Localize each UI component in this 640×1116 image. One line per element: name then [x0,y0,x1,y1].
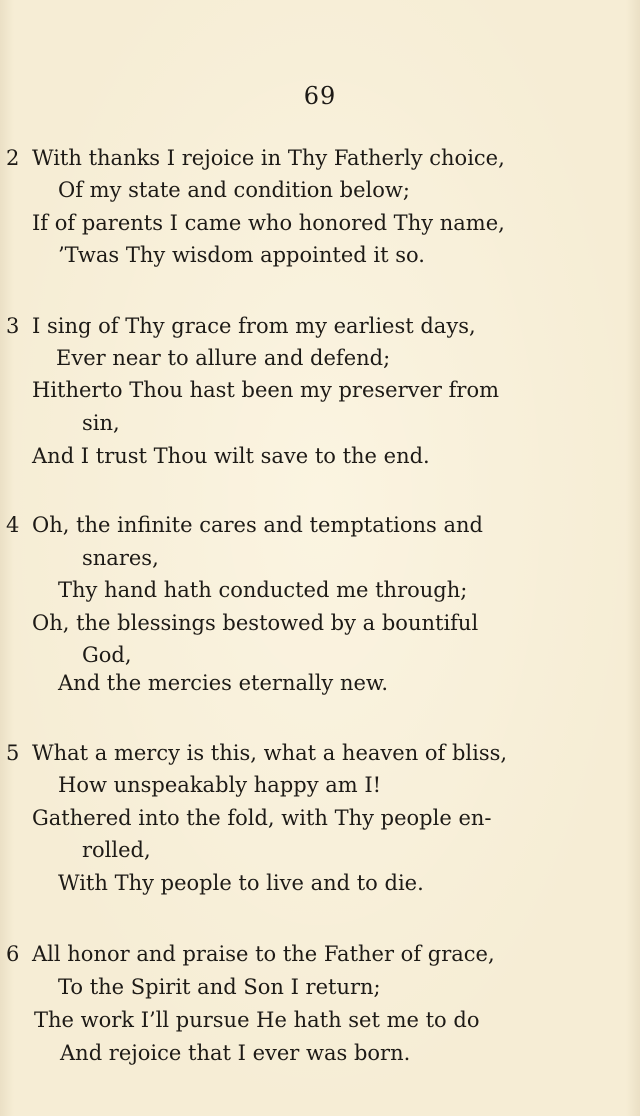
verse-line: With Thy people to live and to die. [58,871,424,895]
verse-line: And rejoice that I ever was born. [60,1041,411,1065]
verse-line: All honor and praise to the Father of grace, [32,942,495,966]
verse-line: If of parents I came who honored Thy name, [32,211,505,235]
verse-line: Oh, the blessings bestowed by a bountiful [32,611,479,635]
verse-line: To the Spirit and Son I return; [58,975,381,999]
verse-line: ’Twas Thy wisdom appointed it so. [58,243,425,267]
verse-line: And the mercies eternally new. [58,671,389,695]
verse-line: Oh, the infinite cares and temptations and [32,513,483,537]
verse-line: And I trust Thou wilt save to the end. [32,444,430,468]
verse-line: sin, [82,411,120,435]
verse-number: 3 [6,314,20,338]
verse-number: 5 [6,741,20,765]
verse-number: 2 [6,146,20,170]
page-number: 69 [303,82,337,110]
verse-line: God, [82,643,132,667]
verse-line: With thanks I rejoice in Thy Fatherly choice, [32,146,505,170]
verse-line: rolled, [82,838,151,862]
verse-line: Ever near to allure and defend; [56,346,391,370]
verse-line: What a mercy is this, what a heaven of bliss, [32,741,508,765]
verse-line: snares, [82,546,159,570]
verse-line: Of my state and condition below; [58,178,410,202]
verse-line: The work I’ll pursue He hath set me to do [34,1008,480,1032]
verse-line: Hitherto Thou hast been my preserver from [32,378,500,402]
verse-line: How unspeakably happy am I! [58,773,382,797]
verse-number: 6 [6,942,20,966]
verse-line: Thy hand hath conducted me through; [58,578,468,602]
verse-number: 4 [6,513,20,537]
verse-line: Gathered into the fold, with Thy people en- [32,806,492,830]
verse-line: I sing of Thy grace from my earliest days, [32,314,476,338]
